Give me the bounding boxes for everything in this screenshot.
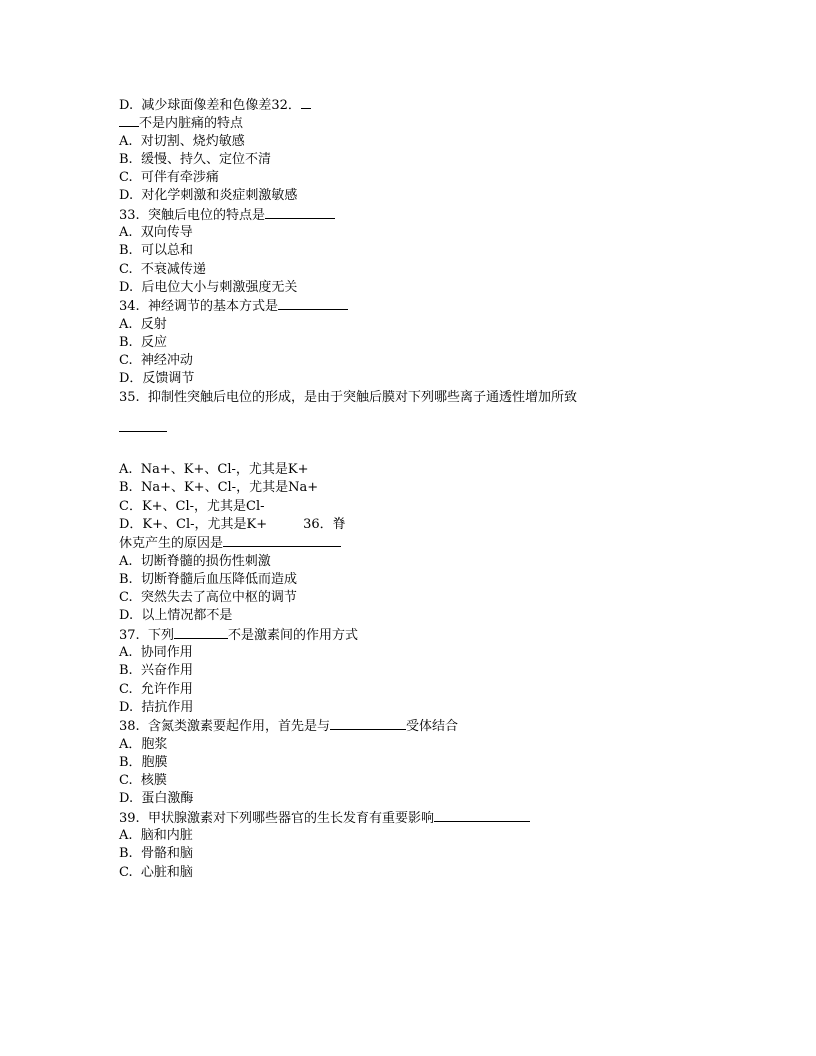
option-d: D. 后电位大小与刺激强度无关 — [119, 279, 298, 295]
option-a: A. 对切割、烧灼敏感 — [119, 133, 245, 149]
option-a: A. 反射 — [119, 316, 167, 332]
option-c: C. 突然失去了高位中枢的调节 — [119, 590, 297, 606]
option-a: A. 脑和内脏 — [119, 827, 193, 843]
option-b: B. 骨骼和脑 — [119, 846, 193, 862]
option-d: D．K+、Cl-，尤其是K+ — [119, 516, 268, 532]
option-c: C. 允许作用 — [119, 681, 193, 697]
answer-blank-q36 — [223, 534, 341, 547]
question-36-start: 36．脊 — [303, 516, 346, 532]
answer-blank-q35 — [119, 419, 167, 432]
answer-blank-q38 — [330, 717, 406, 730]
option-b: B. 兴奋作用 — [119, 663, 193, 679]
answer-blank-q39 — [434, 809, 530, 822]
text-line — [119, 717, 719, 735]
option-a: A. 双向传导 — [119, 225, 193, 241]
option-c: C. 神经冲动 — [119, 353, 193, 369]
option-c: C. 不衰减传递 — [119, 261, 206, 277]
option-b: B. Na+、K+、Cl-，尤其是Na+ — [119, 480, 319, 496]
question-35: 35. 抑制性突触后电位的形成，是由于突触后膜对下列哪些离子通透性增加所致 — [119, 389, 577, 405]
option-d-q31: D. 减少球面像差和色像差32． — [119, 98, 301, 113]
option-a: A. 切断脊髓的损伤性刺激 — [119, 553, 271, 569]
option-c: C．K+、Cl-，尤其是Cl- — [119, 498, 265, 514]
option-d: D．反馈调节 — [119, 371, 195, 387]
text-line — [119, 407, 719, 443]
option-d: D. 对化学刺激和炎症刺激敏感 — [119, 188, 298, 204]
document-page — [119, 96, 719, 882]
spacer — [119, 443, 719, 461]
answer-blank-q32 — [301, 96, 311, 109]
question-33: 33. 突触后电位的特点是 — [119, 207, 265, 223]
option-b: B. 反应 — [119, 334, 167, 350]
question-36-text: 休克产生的原因是 — [119, 536, 224, 552]
question-39: 39. 甲状腺激素对下列哪些器官的生长发育有重要影响 — [119, 810, 434, 826]
option-a: A. Na+、K+、Cl-，尤其是K+ — [119, 462, 309, 478]
option-c: C. 心脏和脑 — [119, 864, 193, 880]
text-line — [119, 297, 719, 315]
text-line — [119, 206, 719, 224]
text-line — [119, 96, 719, 114]
text-line — [119, 114, 719, 132]
option-c: C. 核膜 — [119, 773, 167, 789]
answer-blank-q33 — [265, 206, 335, 219]
option-b: B．胞膜 — [119, 754, 168, 770]
question-37-start: 37. 下列 — [119, 627, 174, 643]
answer-blank-q37 — [174, 626, 228, 639]
option-d: D. 以上情况都不是 — [119, 608, 233, 624]
question-37-end: 不是激素间的作用方式 — [227, 627, 358, 643]
question-38-end: 受体结合 — [405, 719, 458, 735]
option-a: A．胞浆 — [119, 736, 168, 752]
option-d: D. 蛋白激酶 — [119, 791, 194, 807]
text-line — [119, 534, 719, 552]
option-b: B. 可以总和 — [119, 243, 193, 259]
option-b: B. 缓慢、持久、定位不清 — [119, 151, 271, 167]
text-line — [119, 809, 719, 827]
option-c: C. 可伴有牵涉痛 — [119, 170, 219, 186]
question-38-start: 38. 含氮类激素要起作用，首先是与 — [119, 719, 330, 735]
option-b: B. 切断脊髓后血压降低而造成 — [119, 571, 297, 587]
text-line — [119, 626, 719, 644]
answer-blank-q34 — [278, 297, 348, 310]
answer-blank-q32-lead — [119, 114, 139, 127]
option-d: D. 拮抗作用 — [119, 699, 194, 715]
option-a: A. 协同作用 — [119, 645, 193, 661]
text-line — [119, 516, 719, 534]
question-34: 34. 神经调节的基本方式是 — [119, 299, 278, 315]
question-32-text: 不是内脏痛的特点 — [139, 116, 244, 132]
